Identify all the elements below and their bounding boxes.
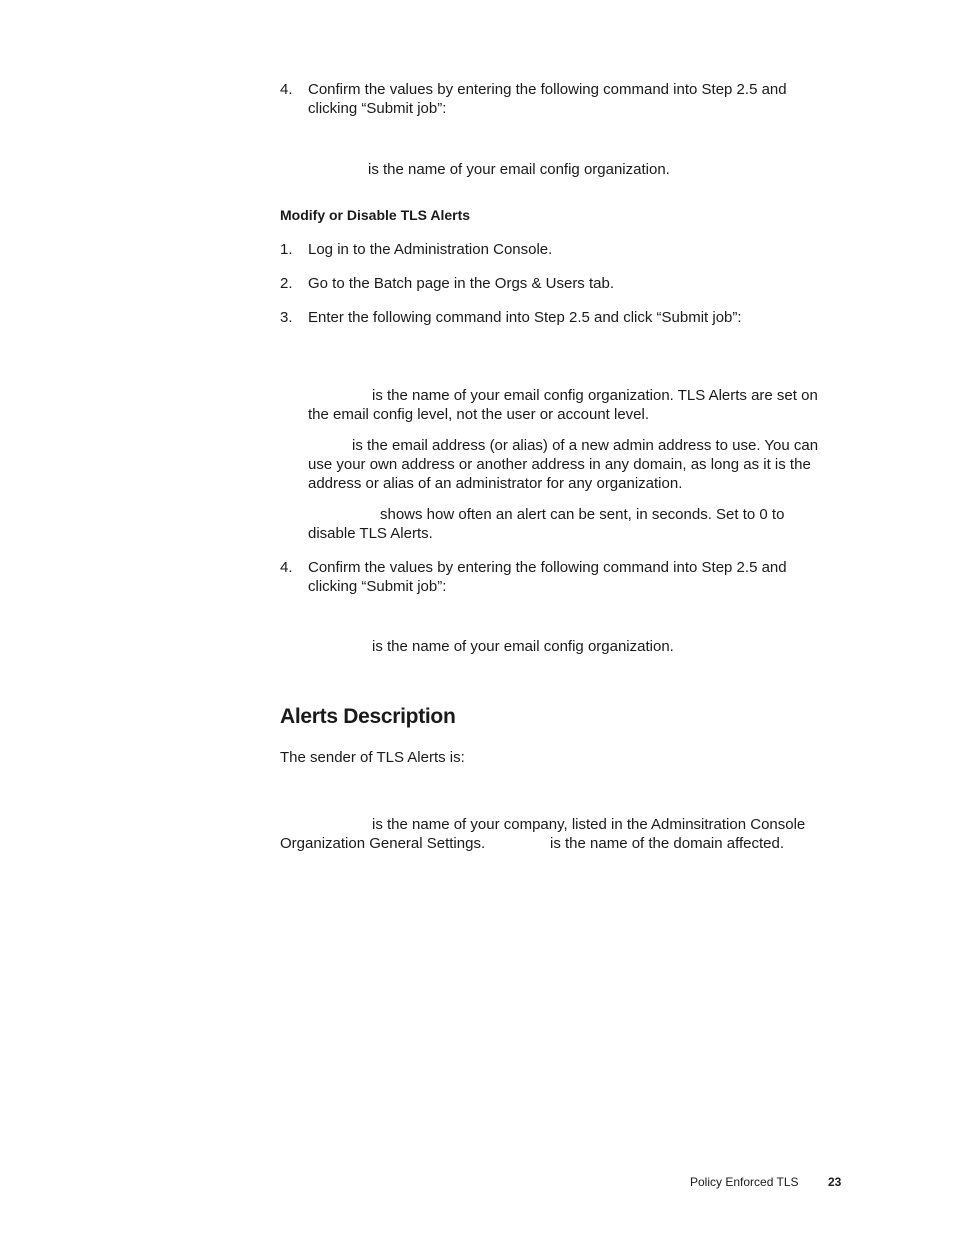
paragraph: Organization General Settings. xyxy=(280,835,486,852)
step-text: Enter the following command into Step 2.5 and click “Submit job”: xyxy=(308,309,742,326)
param-description: disable TLS Alerts. xyxy=(308,525,433,542)
step-text: clicking “Submit job”: xyxy=(308,100,447,117)
step-number: 3. xyxy=(280,309,293,326)
param-description: the email config level, not the user or account level. xyxy=(308,406,650,423)
param-description: is the name of your email config organization. TLS Alerts are set on xyxy=(372,387,818,404)
step-number: 2. xyxy=(280,275,293,292)
param-description: address or alias of an administrator for any organization. xyxy=(308,475,683,492)
step-text: Confirm the values by entering the following command into Step 2.5 and xyxy=(308,559,787,576)
param-description: is the email address (or alias) of a new admin address to use. You can xyxy=(352,437,819,454)
subheading: Modify or Disable TLS Alerts xyxy=(280,207,471,223)
param-description: use your own address or another address in any domain, as long as it is the xyxy=(308,456,811,473)
page-number: 23 xyxy=(828,1175,842,1189)
step-number: 1. xyxy=(280,241,293,258)
step-text: Confirm the values by entering the following command into Step 2.5 and xyxy=(308,81,787,98)
step-number: 4. xyxy=(280,81,293,98)
paragraph: The sender of TLS Alerts is: xyxy=(280,749,465,766)
param-note: is the name of your email config organization. xyxy=(368,161,670,178)
section-heading: Alerts Description xyxy=(280,705,456,728)
footer-title: Policy Enforced TLS xyxy=(690,1175,799,1189)
step-number: 4. xyxy=(280,559,293,576)
paragraph: is the name of your company, listed in the Adminsitration Console xyxy=(372,816,806,833)
step-text: Log in to the Administration Console. xyxy=(308,241,553,258)
param-description: shows how often an alert can be sent, in seconds. Set to 0 to xyxy=(380,506,785,523)
step-text: clicking “Submit job”: xyxy=(308,578,447,595)
step-text: Go to the Batch page in the Orgs & Users tab. xyxy=(308,275,614,292)
param-note: is the name of your email config organization. xyxy=(372,638,674,655)
paragraph: is the name of the domain affected. xyxy=(550,835,785,852)
